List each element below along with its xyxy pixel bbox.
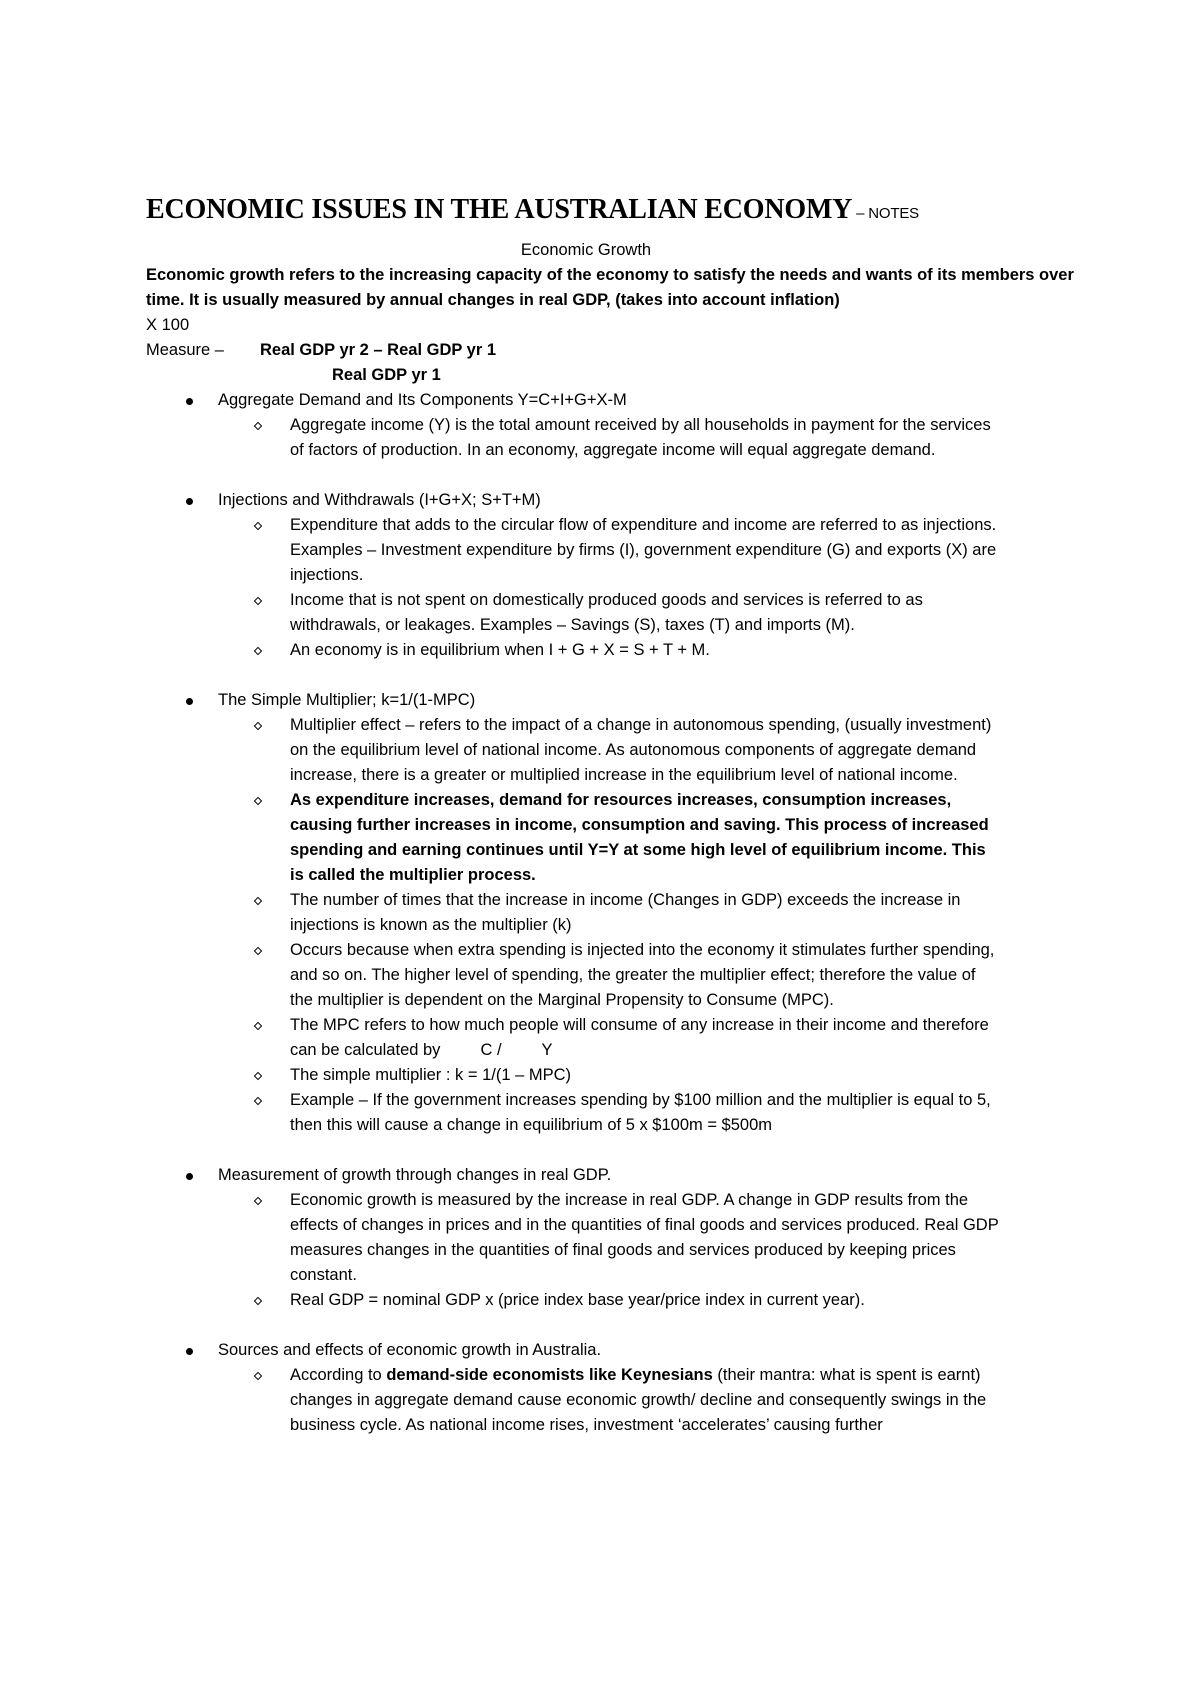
subpoint-item <box>218 1188 1002 1288</box>
subpoint-list <box>218 1188 1076 1313</box>
subpoint-item <box>218 888 1002 938</box>
bullet-icon <box>186 1173 193 1180</box>
formula-denominator: Real GDP yr 1 <box>332 366 441 384</box>
diamond-bullet-icon <box>254 522 262 530</box>
mpc-formula-c: C / <box>480 1041 502 1059</box>
subpoint-text: Expenditure that adds to the circular flow of expenditure and income are referred to as injections. Examples – Investment expenditure by firms (I), government expenditure (G) and exports (X) are injections. <box>290 516 997 584</box>
subpoint-text: The simple multiplier : k = 1/(1 – MPC) <box>290 1066 572 1084</box>
topic-heading: Injections and Withdrawals (I+G+X; S+T+M) <box>218 491 541 509</box>
formula-numerator: Real GDP yr 2 – Real GDP yr 1 <box>260 341 497 359</box>
topic-heading: Aggregate Demand and Its Components Y=C+I+G+X-M <box>218 391 627 409</box>
subpoint-text: Aggregate income (Y) is the total amount received by all households in payment for the services of factors of production. In an economy, aggregate income will equal aggregate demand. <box>290 416 991 459</box>
subpoint-text: Income that is not spent on domestically produced goods and services is referred to as withdrawals, or leakages. Examples – Savings (S), taxes (T) and imports (M). <box>290 591 923 634</box>
subpoint-item <box>218 1363 1002 1438</box>
section-heading: Economic Growth <box>520 241 652 259</box>
intro-paragraph: Economic growth refers to the increasing capacity of the economy to satisfy the needs and wants of its members over time. It is usually measured by annual changes in real GDP, (takes into account inflation) <box>146 266 1074 309</box>
topic-item <box>146 388 1076 463</box>
diamond-bullet-icon <box>254 722 262 730</box>
topic-heading: The Simple Multiplier; k=1/(1-MPC) <box>218 691 476 709</box>
bullet-icon <box>186 1348 193 1355</box>
diamond-bullet-icon <box>254 797 262 805</box>
diamond-bullet-icon <box>254 1197 262 1205</box>
subpoint-item <box>218 588 1002 638</box>
subpoint-bold-text: demand-side economists like Keynesians <box>386 1366 713 1384</box>
topic-item <box>146 488 1076 663</box>
subpoint-list <box>218 513 1076 663</box>
subpoint-item <box>218 638 1002 663</box>
subpoint-item <box>218 713 1002 788</box>
diamond-bullet-icon <box>254 947 262 955</box>
topic-list <box>146 388 1076 1438</box>
subpoint-item <box>218 513 1002 588</box>
formula-multiplier: X 100 <box>146 316 190 334</box>
subpoint-text: Economic growth is measured by the increase in real GDP. A change in GDP results from the effects of changes in prices and in the quantities of final goods and services produced. Real GDP measures changes in the quantities of final goods and services produced by keeping prices constant. <box>290 1191 999 1284</box>
title-main: ECONOMIC ISSUES IN THE AUSTRALIAN ECONOMY <box>146 194 853 225</box>
topic-item <box>146 1338 1076 1438</box>
document-title <box>146 194 919 226</box>
subpoint-text: (their mantra: what is spent is earnt) changes in aggregate demand cause economic growth/ decline and consequently swings in the business cycle. As national income rises, investment ‘accelerates’ causing further <box>290 1366 987 1434</box>
subpoint-text: The number of times that the increase in income (Changes in GDP) exceeds the increase in injections is known as the multiplier (k) <box>290 891 961 934</box>
diamond-bullet-icon <box>254 647 262 655</box>
subpoint-text: Multiplier effect – refers to the impact of a change in autonomous spending, (usually investment) on the equilibrium level of national income. As autonomous components of aggregate demand increase, there is a greater or multiplied increase in the equilibrium level of national income. <box>290 716 992 784</box>
bullet-icon <box>186 498 193 505</box>
subpoint-list <box>218 413 1076 463</box>
topic-heading: Sources and effects of economic growth in Australia. <box>218 1341 602 1359</box>
subpoint-text: An economy is in equilibrium when I + G + X = S + T + M. <box>290 641 710 659</box>
topic-item <box>146 688 1076 1138</box>
diamond-bullet-icon <box>254 1097 262 1105</box>
diamond-bullet-icon <box>254 1297 262 1305</box>
subpoint-list <box>218 713 1076 1138</box>
bullet-icon <box>186 398 193 405</box>
subpoint-item <box>218 1288 1002 1313</box>
subpoint-list <box>218 1363 1076 1438</box>
subpoint-item <box>218 1063 1002 1088</box>
subpoint-item <box>218 413 1002 463</box>
topic-item <box>146 1163 1076 1313</box>
subpoint-text: According to <box>290 1366 387 1384</box>
subpoint-text: Example – If the government increases spending by $100 million and the multiplier is equal to 5, then this will cause a change in equilibrium of 5 x $100m = $500m <box>290 1091 991 1134</box>
mpc-formula-y: Y <box>541 1041 553 1059</box>
diamond-bullet-icon <box>254 1372 262 1380</box>
diamond-bullet-icon <box>254 422 262 430</box>
subpoint-text: As expenditure increases, demand for resources increases, consumption increases, causing further increases in income, consumption and saving. This process of increased spending and earning continues until Y=Y at some high level of equilibrium income. This is called the multiplier process. <box>290 791 989 884</box>
bullet-icon <box>186 698 193 705</box>
topic-heading: Measurement of growth through changes in real GDP. <box>218 1166 612 1184</box>
subpoint-text: Occurs because when extra spending is injected into the economy it stimulates further spending, and so on. The higher level of spending, the greater the multiplier effect; therefore the value of the multiplier is dependent on the Marginal Propensity to Consume (MPC). <box>290 941 995 1009</box>
diamond-bullet-icon <box>254 597 262 605</box>
formula-measure <box>146 338 1076 363</box>
subpoint-item <box>218 1088 1002 1138</box>
subpoint-text: Real GDP = nominal GDP x (price index base year/price index in current year). <box>290 1291 865 1309</box>
diamond-bullet-icon <box>254 1072 262 1080</box>
document-body <box>146 238 1076 1438</box>
subpoint-item <box>218 1013 1002 1063</box>
subpoint-item <box>218 788 1002 888</box>
formula-label: Measure – <box>146 341 224 359</box>
subpoint-item <box>218 938 1002 1013</box>
diamond-bullet-icon <box>254 1022 262 1030</box>
subpoint-text: The MPC refers to how much people will consume of any increase in their income and therefore can be calculated by <box>290 1016 989 1059</box>
title-suffix: – NOTES <box>852 205 919 222</box>
diamond-bullet-icon <box>254 897 262 905</box>
